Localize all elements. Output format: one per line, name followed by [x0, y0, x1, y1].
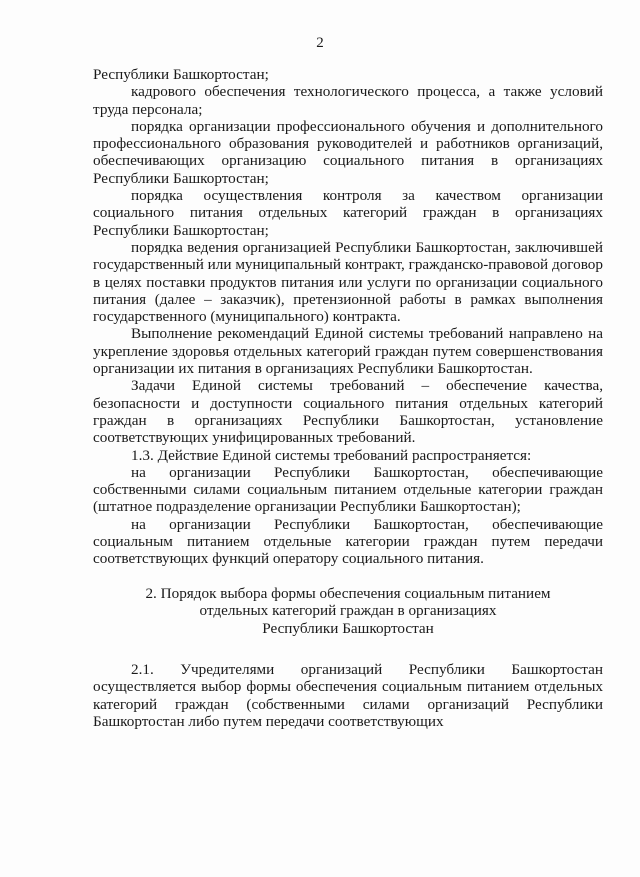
paragraph-operator: на организации Республики Башкортостан, обеспечивающие социальным питанием отдельные категории граждан путем передачи соответствующих функций оператору социального питания.: [93, 515, 603, 568]
document-body: [93, 66, 603, 730]
paragraph-quality-control: порядка осуществления контроля за качеством организации социального питания отдельных категорий граждан в организациях Республики Башкортостан;: [93, 187, 603, 239]
section-heading-line-3: Республики Башкортостан: [262, 620, 434, 638]
section-heading-line-1: 2. Порядок выбора формы обеспечения социальным питанием: [145, 584, 551, 602]
paragraph-tasks: Задачи Единой системы требований – обеспечение качества, безопасности и доступности социального питания отдельных категорий граждан в организациях Республики Башкортостан, установление соответствующих унифицированных требований.: [93, 377, 603, 447]
page-number: 2: [316, 35, 324, 51]
paragraph-training: порядка организации профессионального обучения и дополнительного профессионального образования руководителей и работников организаций, обеспечивающих организацию социального питания в организациях Республики Башкортостан;: [93, 117, 603, 187]
section-heading-line-2: отдельных категорий граждан в организациях: [199, 602, 497, 620]
paragraph-staffing: кадрового обеспечения технологического процесса, а также условий труда персонала;: [93, 83, 603, 118]
paragraph-recommendations: Выполнение рекомендаций Единой системы требований направлено на укрепление здоровья отдельных категорий граждан путем совершенствования организации их питания в организациях Республики Башкортостан.: [93, 325, 603, 378]
paragraph-own-resources: на организации Республики Башкортостан, обеспечивающие собственными силами социальным питанием отдельные категории граждан (штатное подразделение организации Республики Башкортостан);: [93, 463, 603, 516]
paragraph-continuation: Республики Башкортостан;: [93, 66, 269, 83]
section-heading: [93, 585, 603, 638]
paragraph-scope: 1.3. Действие Единой системы требований распространяется:: [131, 446, 532, 464]
paragraph-claims-procedure: порядка ведения организацией Республики Башкортостан, заключившей государственный или муниципальный контракт, гражданско-правовой договор в целях поставки продуктов питания или услуги по организации социального питания (далее – заказчик), претензионной работы в рамках выполнения государственного (муниципального) контракта.: [93, 238, 603, 326]
paragraph-2-1: 2.1. Учредителями организаций Республики Башкортостан осуществляется выбор формы обеспечения социальным питанием отдельных категорий граждан (собственными силами организаций Республики Башкортостан либо путем передачи соответствующих: [93, 661, 603, 730]
